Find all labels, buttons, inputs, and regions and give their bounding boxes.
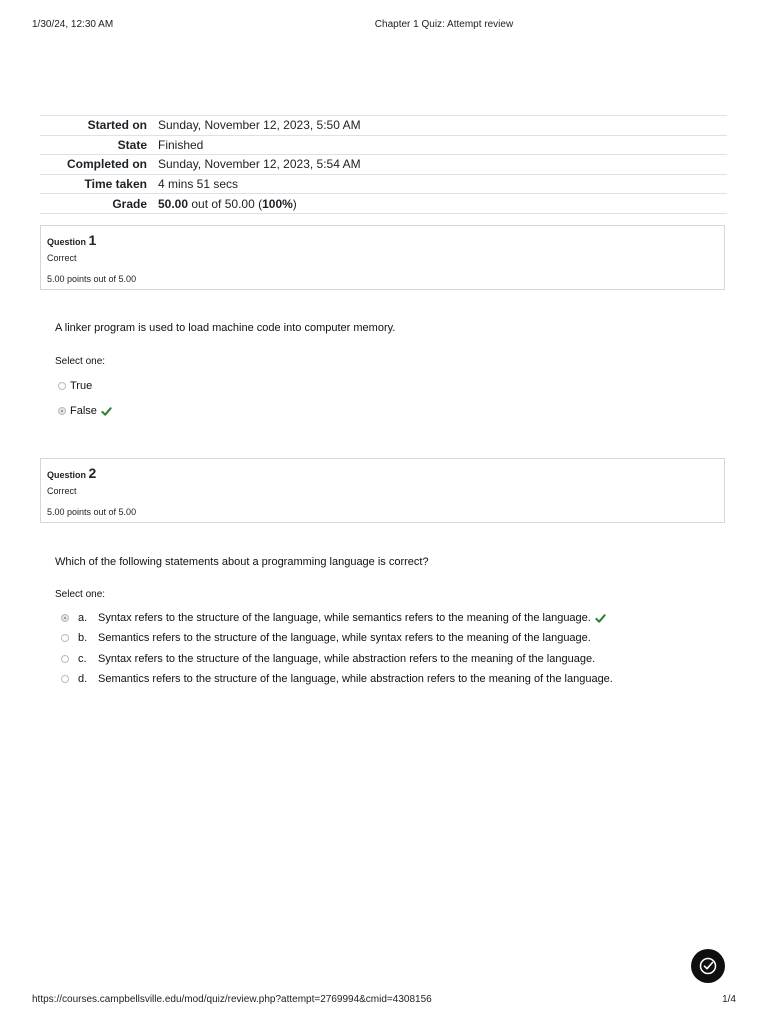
radio-button[interactable] (58, 382, 66, 390)
check-circle-button[interactable] (691, 949, 725, 983)
question-1-text: A linker program is used to load machine code into computer memory. (55, 322, 396, 334)
grade-middle: out of 50.00 ( (188, 196, 263, 211)
grade-end: ) (292, 196, 297, 211)
question-2-text: Which of the following statements about a programming language is correct? (55, 556, 429, 568)
question-number (47, 465, 96, 481)
radio-button[interactable] (61, 634, 69, 642)
question-points: 5.00 points out of 5.00 (47, 507, 137, 517)
question-2-option-a[interactable] (61, 611, 591, 625)
print-title: Chapter 1 Quiz: Attempt review (374, 19, 514, 30)
option-letter: b. (78, 632, 88, 644)
summary-row-grade (40, 194, 727, 214)
option-text-value: Syntax refers to the structure of the language, while semantics refers to the meaning of the language. (98, 612, 591, 624)
radio-button-selected[interactable] (58, 407, 66, 415)
question-label: Question (47, 237, 87, 247)
summary-row-time-taken (40, 174, 727, 194)
question-2-option-d[interactable] (61, 672, 613, 686)
checkmark-icon (595, 613, 606, 624)
question-2-option-c[interactable] (61, 652, 596, 666)
option-label: True (70, 380, 93, 392)
option-letter: a. (78, 612, 88, 624)
question-1-option-false[interactable] (58, 404, 112, 418)
summary-label: Started on (40, 116, 158, 136)
summary-label: Time taken (40, 174, 158, 194)
summary-label: Grade (40, 194, 158, 214)
summary-value: Sunday, November 12, 2023, 5:54 AM (158, 155, 727, 175)
print-header (0, 19, 768, 33)
summary-label: Completed on (40, 155, 158, 175)
question-2-info (40, 458, 725, 523)
check-circle-icon (698, 956, 718, 976)
attempt-summary-table (40, 115, 727, 214)
option-text: Semantics refers to the structure of the language, while abstraction refers to the meaning of the language. (98, 673, 613, 685)
option-letter: d. (78, 673, 88, 685)
question-state: Correct (47, 486, 77, 496)
page-url: https://courses.campbellsville.edu/mod/quiz/review.php?attempt=2769994&cmid=4308156 (32, 994, 432, 1005)
question-1-prompt: Select one: (55, 356, 106, 367)
grade-value (158, 194, 727, 214)
grade-score: 50.00 (158, 196, 189, 211)
option-letter: c. (78, 653, 87, 665)
page-number: 1/4 (722, 994, 736, 1005)
question-state: Correct (47, 253, 77, 263)
question-2-option-b[interactable] (61, 631, 591, 645)
question-points: 5.00 points out of 5.00 (47, 274, 137, 284)
question-1-info (40, 225, 725, 290)
question-number-value: 1 (88, 232, 97, 248)
question-2-prompt: Select one: (55, 589, 106, 600)
grade-percent: 100% (262, 196, 293, 211)
summary-label: State (40, 135, 158, 155)
option-label: False (70, 405, 97, 417)
question-number-value: 2 (88, 465, 97, 481)
question-number (47, 232, 96, 248)
radio-button[interactable] (61, 675, 69, 683)
summary-value: Sunday, November 12, 2023, 5:50 AM (158, 116, 727, 136)
option-text (98, 612, 606, 624)
summary-row-state (40, 135, 727, 155)
checkmark-icon (101, 406, 112, 417)
option-text: Syntax refers to the structure of the language, while abstraction refers to the meaning of the language. (98, 653, 596, 665)
summary-value: Finished (158, 135, 727, 155)
radio-button-selected[interactable] (61, 614, 69, 622)
summary-row-completed (40, 155, 727, 175)
option-text: Semantics refers to the structure of the language, while syntax refers to the meaning of the language. (98, 632, 591, 644)
question-label: Question (47, 470, 87, 480)
summary-value: 4 mins 51 secs (158, 174, 727, 194)
print-date: 1/30/24, 12:30 AM (32, 19, 114, 30)
radio-button[interactable] (61, 655, 69, 663)
question-1-option-true[interactable] (58, 379, 92, 393)
summary-row-started (40, 116, 727, 136)
